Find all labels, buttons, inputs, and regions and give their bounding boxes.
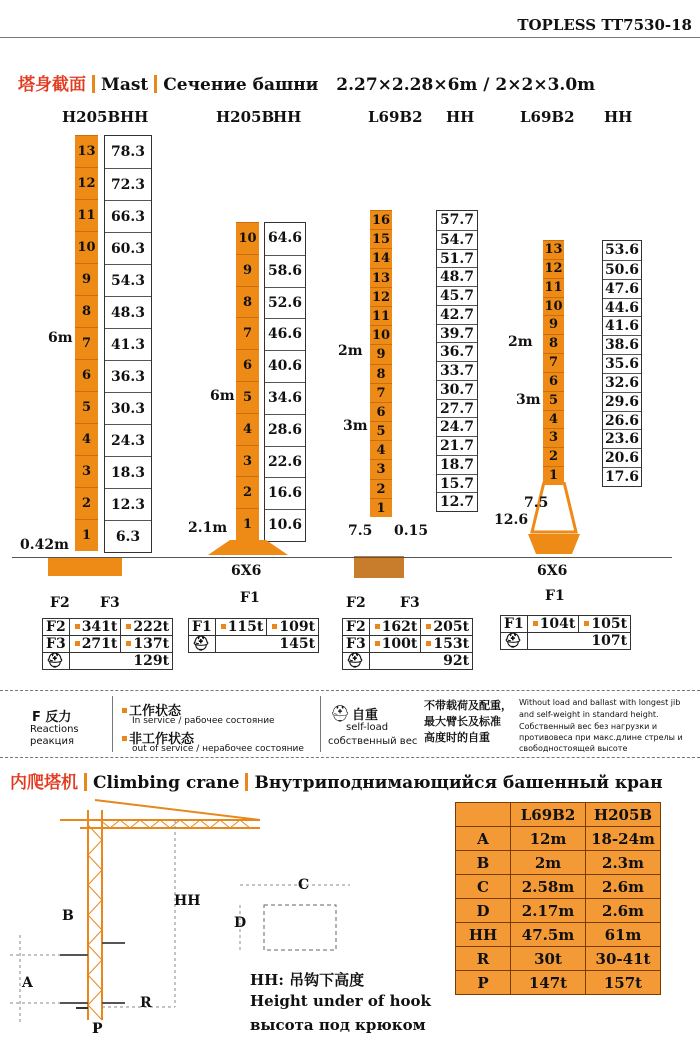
mast-section: 5 xyxy=(75,391,98,423)
mast-section: 13 xyxy=(75,135,98,167)
hook-height-cell: 48.3 xyxy=(105,296,151,328)
hh-legend-en: Height under of hook xyxy=(250,992,431,1010)
hook-height-cell: 35.6 xyxy=(604,356,640,373)
hook-height-cell: 46.6 xyxy=(265,318,305,350)
self-load-icon: ⛑ xyxy=(189,636,216,653)
t1-r2-label: F3 xyxy=(43,636,70,653)
mast-title-en: Mast xyxy=(101,75,149,95)
hook-height-cell: 44.6 xyxy=(604,299,640,316)
mast-section: 11 xyxy=(370,306,392,325)
t3-r1-out: 205t xyxy=(433,619,470,635)
legend-self-ru: собственный вес xyxy=(328,736,418,747)
spec-cell: 2.3m xyxy=(586,851,661,875)
mast-section: 7 xyxy=(370,383,392,402)
mast-section: 6 xyxy=(370,402,392,421)
mast-section: 8 xyxy=(236,286,259,318)
hook-height-cell: 38.6 xyxy=(604,337,640,354)
mast-section: 2 xyxy=(236,476,259,508)
mast-section: 15 xyxy=(370,229,392,248)
col1-type: H205B xyxy=(62,108,121,126)
hook-height-cell: 10.6 xyxy=(265,509,305,541)
spec-cell: 2.6m xyxy=(586,875,661,899)
hook-height-cell: 41.6 xyxy=(604,318,640,335)
hook-height-cell: 24.3 xyxy=(105,424,151,456)
climbing-title xyxy=(10,768,663,793)
tower-4-base-b: 12.6 xyxy=(494,512,529,528)
climbing-title-cn: 内爬塔机 xyxy=(10,773,78,793)
t2-f1-arrow: F1 xyxy=(240,590,260,606)
mast-section: 5 xyxy=(543,391,564,410)
mast-section: 8 xyxy=(370,364,392,383)
legend-note-ru-3: свободностоящей высоте xyxy=(519,744,628,753)
spec-cell: 2.17m xyxy=(511,899,586,923)
legend-out-service: 非工作状态 xyxy=(120,728,194,747)
hook-height-cell: 26.6 xyxy=(604,412,640,429)
hook-height-cell: 30.3 xyxy=(105,392,151,424)
spec-cell: 30t xyxy=(511,947,586,971)
mast-section: 13 xyxy=(370,268,392,287)
mast-section: 12 xyxy=(75,167,98,199)
t3-r2-out: 153t xyxy=(433,636,470,652)
mast-section: 8 xyxy=(543,334,564,353)
ground-line xyxy=(12,557,672,558)
tower-1-base-height: 0.42m xyxy=(20,537,69,553)
tower-4-footprint: 6X6 xyxy=(537,563,568,579)
legend-divider xyxy=(112,696,113,752)
self-load-icon: ⛑ xyxy=(501,633,528,650)
mast-section: 9 xyxy=(543,315,564,334)
hook-height-cell: 12.3 xyxy=(105,488,151,520)
mast-section: 3 xyxy=(75,455,98,487)
tower-4-mast xyxy=(543,240,564,485)
hook-height-cell: 52.6 xyxy=(265,287,305,319)
legend-note-en-1: Without load and ballast with longest jib xyxy=(519,698,681,707)
mast-section: 8 xyxy=(75,295,98,327)
tower-2-footprint: 6X6 xyxy=(231,563,262,579)
mast-section: 4 xyxy=(75,423,98,455)
col4-type: L69B2 xyxy=(520,108,575,126)
tower-3-mast xyxy=(370,210,392,517)
spec-cell: 2.58m xyxy=(511,875,586,899)
tower-3-base-offset: 0.15 xyxy=(394,523,429,539)
spec-row-key: P xyxy=(456,971,511,995)
spec-cell: 12m xyxy=(511,827,586,851)
mast-section: 2 xyxy=(75,487,98,519)
col3-type: L69B2 xyxy=(368,108,423,126)
legend-in-service: 工作状态 xyxy=(120,700,181,719)
mast-section: 1 xyxy=(370,498,392,517)
mast-section: 6 xyxy=(236,349,259,381)
t1-r1-label: F2 xyxy=(43,619,70,636)
tower-1-mast xyxy=(75,135,98,551)
hook-height-cell: 33.7 xyxy=(437,361,477,380)
t2-r-in: 115t xyxy=(227,619,264,635)
mast-section: 16 xyxy=(370,210,392,229)
mast-section: 6 xyxy=(543,372,564,391)
hook-height-cell: 18.3 xyxy=(105,456,151,488)
tower-2-section-len: 6m xyxy=(210,388,235,404)
mast-section: 10 xyxy=(236,222,259,254)
hook-height-cell: 20.6 xyxy=(604,450,640,467)
tower-4-hh-box xyxy=(602,240,642,487)
mast-section: 1 xyxy=(236,508,259,540)
mast-section: 9 xyxy=(370,344,392,363)
tower-1-hh-box xyxy=(104,135,152,553)
t4-r-in: 104t xyxy=(539,616,576,632)
mast-section: 9 xyxy=(236,254,259,286)
spec-row-key: R xyxy=(456,947,511,971)
dim-b: B xyxy=(62,908,74,924)
dim-a: A xyxy=(22,975,33,991)
hook-height-cell: 72.3 xyxy=(105,168,151,200)
hook-height-cell: 50.6 xyxy=(604,261,640,278)
mast-section: 10 xyxy=(544,298,563,314)
mast-section: 3 xyxy=(370,459,392,478)
t2-r-out: 109t xyxy=(279,619,316,635)
hook-height-cell: 16.6 xyxy=(265,477,305,509)
t1-r1-out: 222t xyxy=(133,619,170,635)
mast-section: 9 xyxy=(75,263,98,295)
header-divider xyxy=(0,37,700,38)
tower-4-section-len-b: 3m xyxy=(516,392,541,408)
climbing-title-ru: Внутриподнимающийся башенный кран xyxy=(254,773,663,793)
legend-note-ru-1: Собственный вес без нагрузки и xyxy=(519,722,658,731)
hook-height-cell: 34.6 xyxy=(265,382,305,414)
mast-section: 2 xyxy=(370,479,392,498)
mast-title-cn: 塔身截面 xyxy=(18,75,86,95)
spec-row-key: B xyxy=(456,851,511,875)
legend-out-service-en: out of service / нерабочее состояние xyxy=(132,744,304,754)
hook-height-cell: 23.6 xyxy=(604,431,640,448)
model-title: TOPLESS TT7530-18 xyxy=(517,16,692,34)
legend-note-cn-1: 不带载荷及配重， xyxy=(424,699,512,712)
col4-hh: HH xyxy=(604,108,633,126)
tower-3-section-len-b: 3m xyxy=(343,418,368,434)
t2-self-load: 145t xyxy=(215,636,318,653)
legend-note-cn-2: 最大臂长及标准 xyxy=(424,715,501,728)
hook-height-cell: 45.7 xyxy=(437,286,477,305)
hook-height-cell: 28.6 xyxy=(265,414,305,446)
spec-row-key: HH xyxy=(456,923,511,947)
mast-section: 12 xyxy=(544,260,563,276)
hook-height-cell: 41.3 xyxy=(105,328,151,360)
spec-header-l69b2: L69B2 xyxy=(511,803,586,827)
hook-height-cell: 39.7 xyxy=(437,324,477,343)
tower-3-foundation xyxy=(354,556,404,578)
tower-4-section-len-a: 2m xyxy=(508,334,533,350)
t4-r-out: 105t xyxy=(591,616,628,632)
hook-height-cell: 18.7 xyxy=(437,455,477,474)
t3-r2-label: F3 xyxy=(343,636,370,653)
spec-table xyxy=(455,802,661,995)
hook-height-cell: 58.6 xyxy=(265,255,305,287)
spec-cell: 47.5m xyxy=(511,923,586,947)
hook-height-cell: 53.6 xyxy=(604,242,640,258)
mast-section: 11 xyxy=(75,199,98,231)
mast-section: 7 xyxy=(75,327,98,359)
mast-section: 4 xyxy=(543,410,564,429)
t3-self-load: 92t xyxy=(369,653,472,670)
hh-legend-cn: HH: 吊钩下高度 xyxy=(250,971,365,989)
self-load-icon: ⛑ xyxy=(343,653,370,670)
tower-1-base xyxy=(48,557,122,576)
mast-title-ru: Сечение башни xyxy=(163,75,319,95)
mast-section: 3 xyxy=(236,445,259,477)
hook-height-cell: 15.7 xyxy=(437,474,477,493)
spec-cell: 157t xyxy=(586,971,661,995)
dim-c: C xyxy=(298,877,310,893)
spec-row-key: C xyxy=(456,875,511,899)
mast-section: 2 xyxy=(543,447,564,466)
hook-height-cell: 54.7 xyxy=(437,230,477,249)
spec-header-h205b: H205B xyxy=(586,803,661,827)
legend-divider xyxy=(320,696,321,752)
tower-3-section-len-a: 2m xyxy=(338,343,363,359)
spec-cell: 30-41t xyxy=(586,947,661,971)
hook-height-cell: 29.6 xyxy=(604,393,640,410)
legend-self-cn: 自重 xyxy=(352,708,379,723)
t4-r-label: F1 xyxy=(501,616,528,633)
tower-1-section-len: 6m xyxy=(48,330,73,346)
hook-height-cell: 27.7 xyxy=(437,399,477,418)
col2-hh: HH xyxy=(273,108,302,126)
hook-height-cell: 36.7 xyxy=(437,342,477,361)
hook-height-cell: 17.6 xyxy=(604,469,640,486)
t1-r2-in: 271t xyxy=(81,636,118,652)
t3-f2-arrow: F2 xyxy=(346,595,366,611)
legend-note-en-2: and self-weight in standard height. xyxy=(519,710,659,719)
col3-hh: HH xyxy=(446,108,475,126)
hook-height-cell: 57.7 xyxy=(439,212,475,228)
mast-section: 5 xyxy=(236,381,259,413)
tower-4-base xyxy=(524,482,584,557)
self-load-icon: ⛑ xyxy=(330,704,351,723)
hook-height-cell: 36.3 xyxy=(105,360,151,392)
t3-r2-in: 100t xyxy=(381,636,418,652)
t1-r2-out: 137t xyxy=(133,636,170,652)
self-load-icon: ⛑ xyxy=(43,653,70,670)
spec-row-key: A xyxy=(456,827,511,851)
hook-height-cell: 47.6 xyxy=(604,280,640,297)
legend-self-en: self-load xyxy=(346,722,389,733)
mast-section: 12 xyxy=(370,287,392,306)
t3-r1-in: 162t xyxy=(381,619,418,635)
tower-4-base-a: 7.5 xyxy=(524,495,549,511)
mast-spec: 2.27×2.28×6m / 2×2×3.0m xyxy=(336,75,596,95)
tower-2-mast xyxy=(236,222,259,540)
t1-f2-arrow: F2 xyxy=(50,595,70,611)
t1-f3-arrow: F3 xyxy=(100,595,120,611)
hook-height-cell: 48.7 xyxy=(437,267,477,286)
hook-height-cell: 6.3 xyxy=(105,520,151,552)
legend-in-service-en: In service / рабочее состояние xyxy=(132,716,275,726)
legend-f: F 反力 xyxy=(32,710,72,725)
col1-hh: HH xyxy=(120,108,149,126)
spec-cell: 2m xyxy=(511,851,586,875)
t1-self-load: 129t xyxy=(69,653,172,670)
hook-height-cell: 30.7 xyxy=(437,380,477,399)
legend-f-ru: реакция xyxy=(30,736,74,747)
tower-1-reactions xyxy=(42,618,173,670)
t1-r1-in: 341t xyxy=(81,619,118,635)
legend-note-cn-3: 高度时的自重 xyxy=(424,731,490,744)
hh-legend-ru: высота под крюком xyxy=(250,1016,426,1034)
mast-section: 1 xyxy=(75,519,98,551)
mast-section: 3 xyxy=(543,428,564,447)
hook-height-cell: 22.6 xyxy=(265,446,305,478)
climbing-title-en: Climbing crane xyxy=(93,773,240,793)
mast-section: 7 xyxy=(543,353,564,372)
spec-cell: 18-24m xyxy=(586,827,661,851)
hook-height-cell: 64.6 xyxy=(267,230,303,246)
tower-3-reactions xyxy=(342,618,473,670)
dim-p: P xyxy=(92,1021,103,1037)
t3-f3-arrow: F3 xyxy=(400,595,420,611)
legend-note-ru-2: противовеса при макс.длине стрелы и xyxy=(519,733,683,742)
hook-height-cell: 66.3 xyxy=(105,200,151,232)
mast-section: 4 xyxy=(236,413,259,445)
mast-section: 6 xyxy=(75,359,98,391)
mast-title xyxy=(18,70,595,95)
dim-hh: HH xyxy=(174,893,201,909)
spec-header-blank xyxy=(456,803,511,827)
hook-height-cell: 51.7 xyxy=(437,249,477,268)
dim-r: R xyxy=(140,995,152,1011)
title-bar xyxy=(84,773,87,791)
mast-section: 14 xyxy=(370,248,392,267)
hook-height-cell: 54.3 xyxy=(105,264,151,296)
spec-row-key: D xyxy=(456,899,511,923)
hook-height-cell: 24.7 xyxy=(437,417,477,436)
hook-height-cell: 40.6 xyxy=(265,350,305,382)
hook-height-cell: 78.3 xyxy=(110,144,146,160)
col2-type: H205B xyxy=(216,108,275,126)
hook-height-cell: 12.7 xyxy=(437,492,477,511)
spec-cell: 147t xyxy=(511,971,586,995)
t4-self-load: 107t xyxy=(527,633,630,650)
mast-section: 4 xyxy=(370,440,392,459)
t2-r-label: F1 xyxy=(189,619,216,636)
title-bar xyxy=(245,773,248,791)
hook-height-cell: 42.7 xyxy=(437,305,477,324)
mast-section: 10 xyxy=(75,231,98,263)
title-bar xyxy=(154,75,157,93)
dim-d: D xyxy=(234,915,247,931)
t3-r1-label: F2 xyxy=(343,619,370,636)
tower-2-reactions xyxy=(188,618,319,653)
hook-height-cell: 32.6 xyxy=(604,374,640,391)
spec-cell: 61m xyxy=(586,923,661,947)
mast-section: 5 xyxy=(370,421,392,440)
t4-f1-arrow: F1 xyxy=(545,588,565,604)
mast-section: 13 xyxy=(544,242,563,257)
tower-4-reactions xyxy=(500,615,631,650)
mast-section: 10 xyxy=(370,325,392,344)
mast-section: 1 xyxy=(543,466,564,485)
title-bar xyxy=(92,75,95,93)
legend-f-en: Reactions xyxy=(30,724,79,735)
tower-2-hh-box xyxy=(264,222,306,542)
hook-height-cell: 21.7 xyxy=(437,436,477,455)
mast-section: 11 xyxy=(544,279,563,295)
hook-height-cell: 60.3 xyxy=(105,232,151,264)
tower-2-base-height: 2.1m xyxy=(188,520,228,536)
tower-3-hh-box xyxy=(436,210,478,512)
spec-cell: 2.6m xyxy=(586,899,661,923)
mast-section: 7 xyxy=(236,317,259,349)
tower-3-base-height: 7.5 xyxy=(348,523,373,539)
